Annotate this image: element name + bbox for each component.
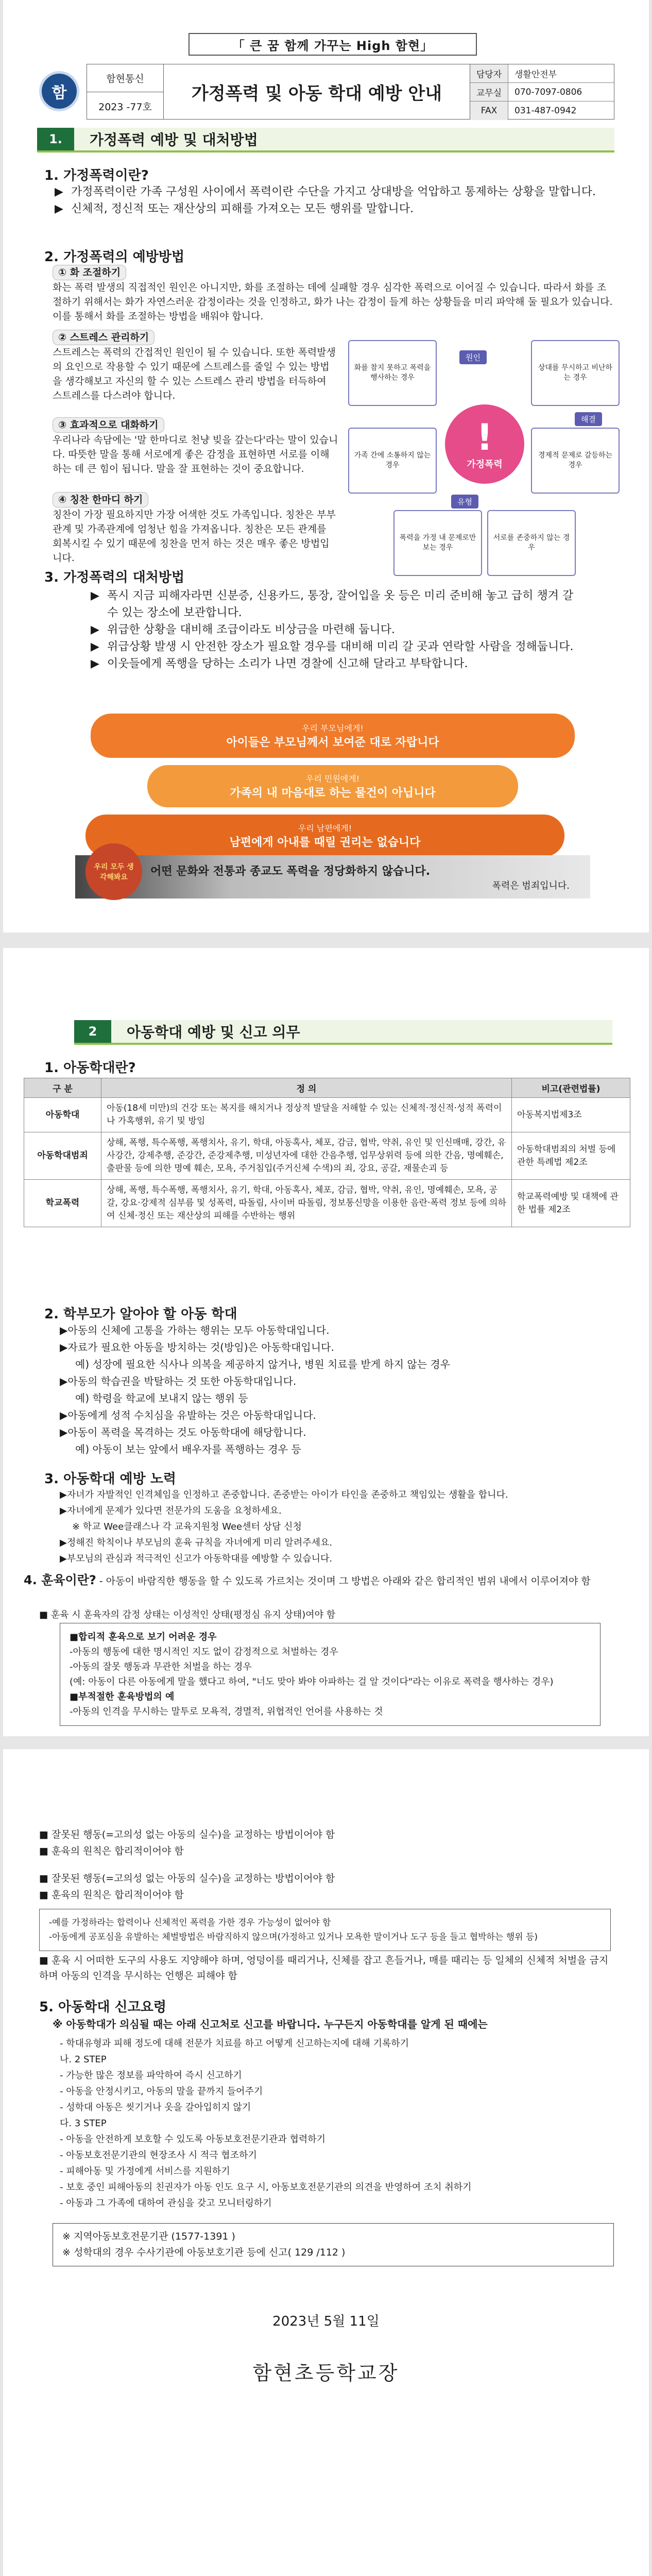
contact-value: 생활안전부 bbox=[514, 70, 557, 80]
school-emblem-icon: 함 bbox=[39, 71, 79, 111]
q4-block bbox=[24, 1572, 631, 1589]
list-item: - 가능한 많은 정보를 파악하여 즉시 신고하기 bbox=[60, 2070, 242, 2081]
violence-cycle-diagram bbox=[348, 340, 621, 582]
table-cell: 아동(18세 미만)의 건강 또는 복지를 해치거나 정상적 발달을 저해할 수 있는 신체적·정신적·성적 폭력이나 가혹행위, 유기 및 방임 bbox=[101, 1098, 512, 1132]
tip-4 bbox=[53, 492, 338, 565]
q3-list bbox=[91, 587, 585, 672]
q1-heading: 1. 아동학대란? bbox=[44, 1060, 136, 1076]
q2-list bbox=[60, 1322, 616, 1458]
cycle-tag: 해결 bbox=[575, 412, 602, 426]
table-row bbox=[24, 1098, 630, 1132]
list-item: ▶아동의 학습권을 박탈하는 것 또한 아동학대입니다. bbox=[60, 1375, 297, 1387]
newsletter-box bbox=[87, 64, 164, 120]
q4-heading: 4. 훈육이란? bbox=[24, 1573, 96, 1587]
tip-text: 화는 폭력 발생의 직접적인 원인은 아니지만, 화를 조절하는 데에 실패할 경우 심각한 폭력으로 이어질 수 있습니다. 따라서 화를 조절하기 위해서는 화가 자연스러운 감정이라는 것을 인정하고, 화가 나는 감정이 들게 하는 상황들을 미리 파악해 둘 필요가 있습니다. 이를 통해서 화를 조절하는 방법을 배워야 합니다. bbox=[53, 282, 613, 322]
list-item: - 피해아동 및 가정에게 서비스를 지원하기 bbox=[60, 2166, 230, 2177]
hotline-line: ※ 지역아동보호전문기관 (1577-1391 ) bbox=[62, 2231, 235, 2242]
section-number: 2 bbox=[74, 1020, 111, 1043]
list-item: - 보호 중인 피해아동의 친권자가 아동 인도 요구 시, 아동보호전문기관의 의견을 반영하여 조치 취하기 bbox=[60, 2182, 472, 2193]
list-item: 예) 성장에 필요한 식사나 의복을 제공하지 않거나, 병원 치료를 받게 하지 않는 경우 bbox=[75, 1358, 451, 1370]
table-row bbox=[24, 1132, 630, 1180]
list-item: - 아동보호전문기관의 현장조사 시 적극 협조하기 bbox=[60, 2150, 257, 2161]
q3-heading: 3. 가정폭력의 대처방법 bbox=[44, 570, 185, 585]
note-box bbox=[39, 1909, 611, 1951]
contact-key: FAX bbox=[470, 101, 508, 120]
list-item: ▶ 위급상황 발생 시 안전한 장소가 필요할 경우를 대비해 미리 갈 곳과 연락할 사람을 정해둡니다. bbox=[91, 640, 574, 653]
intro-line: ■ 훈육의 원칙은 합리적이어야 함 bbox=[39, 1889, 184, 1901]
campaign-stamp: 우리 모두 생각해봐요 bbox=[85, 843, 142, 900]
table-header: 정 의 bbox=[101, 1078, 512, 1098]
box-line: -아동의 잘못 행동과 무관한 처벌을 하는 경우 bbox=[70, 1662, 252, 1672]
cycle-center-label: 가정폭력 bbox=[467, 459, 503, 470]
tip-text: 스트레스는 폭력의 간접적인 원인이 될 수 있습니다. 또한 폭력발생의 요인으로 작용할 수 있기 때문에 스트레스를 줄일 수 있는 방법을 생각해보고 자신의 할 수 있는 스트레스 관리 방법을 터득하여 스트레스를 다스려야 합니다. bbox=[53, 347, 336, 401]
intro-line: ■ 훈육의 원칙은 합리적이어야 함 bbox=[39, 1845, 184, 1857]
list-item: ▶ 이웃들에게 폭행을 당하는 소리가 나면 경찰에 신고해 달라고 부탁합니다. bbox=[91, 657, 468, 670]
hotline-box bbox=[53, 2223, 614, 2266]
tip-3 bbox=[53, 417, 338, 476]
q5-heading: 5. 아동학대 신고요령 bbox=[39, 1999, 166, 2015]
table-cell: 아동학대범죄 bbox=[24, 1132, 101, 1180]
list-item: ▶ 가정폭력이란 가족 구성원 사이에서 폭력이란 수단을 가지고 상대방을 억압하고 통제하는 상황을 말합니다. bbox=[55, 185, 596, 198]
document-title: 가정폭력 및 아동 학대 예방 안내 bbox=[164, 64, 470, 120]
section-number: 1. bbox=[37, 128, 74, 150]
tip-1 bbox=[53, 265, 614, 324]
box-line: ■합리적 훈육으로 보기 어려운 경우 bbox=[70, 1632, 217, 1642]
box-line: -아동의 행동에 대한 명시적인 지도 없이 감정적으로 처벌하는 경우 bbox=[70, 1647, 338, 1657]
table-header: 구 분 bbox=[24, 1078, 101, 1098]
tip-heading: ④ 칭찬 한마디 하기 bbox=[53, 492, 148, 507]
list-item: ▶자녀가 자발적인 인격체임을 인정하고 존중합니다. 존중받는 아이가 타인을 존중하고 책임있는 생활을 합니다. bbox=[60, 1489, 508, 1500]
intro-line: ■ 잘못된 행동(=고의성 없는 아동의 실수)을 교정하는 방법이어야 함 bbox=[39, 1873, 335, 1884]
table-header: 비고(관련법률) bbox=[512, 1078, 630, 1098]
contact-value: 031-487-0942 bbox=[514, 106, 577, 116]
cycle-node: 상대를 무시하고 비난하는 경우 bbox=[531, 340, 620, 406]
footer-banner-sub: 폭력은 범죄입니다. bbox=[492, 880, 570, 891]
page-1 bbox=[3, 0, 649, 933]
cycle-node: 화를 참지 못하고 폭력을 행사하는 경우 bbox=[348, 340, 437, 406]
list-item: ▶ 신체적, 정신적 또는 재산상의 피해를 가져오는 모든 행위를 말합니다. bbox=[55, 202, 414, 215]
table-cell: 학교폭력예방 및 대책에 관한 법률 제2조 bbox=[512, 1180, 630, 1227]
campaign-banners bbox=[85, 714, 580, 878]
section-title: 가정폭력 예방 및 대처방법 bbox=[74, 128, 614, 150]
list-item: - 아동과 그 가족에 대하여 관심을 갖고 모니터링하기 bbox=[60, 2198, 272, 2209]
tip-text: 우리나라 속담에는 '말 한마디로 천냥 빚을 갚는다'라는 말이 있습니다. 따뜻한 말을 통해 서로에게 좋은 감정을 표현하면 서로를 이해하는 데 큰 힘이 됩니다. 말을 잘 표현하는 것이 중요합니다. bbox=[53, 434, 338, 474]
q3-heading: 3. 아동학대 예방 노력 bbox=[44, 1471, 177, 1487]
list-item: ▶아동에게 성적 수치심을 유발하는 것은 아동학대입니다. bbox=[60, 1409, 316, 1421]
issue-date: 2023년 5월 11일 bbox=[272, 2314, 380, 2329]
box-line: ■부적절한 훈육방법의 예 bbox=[70, 1691, 175, 1702]
definition-table bbox=[24, 1078, 630, 1227]
section-title: 아동학대 예방 및 신고 의무 bbox=[111, 1020, 612, 1043]
footer-banner bbox=[75, 855, 590, 899]
hotline-line: ※ 성학대의 경우 수사기관에 아동보호기관 등에 신고( 129 /112 ) bbox=[62, 2247, 346, 2258]
table-row bbox=[24, 1180, 630, 1227]
list-item: 예) 학령을 학교에 보내지 않는 행위 등 bbox=[75, 1392, 248, 1404]
tip-heading: ② 스트레스 관리하기 bbox=[53, 330, 155, 345]
list-item: - 아동을 안전하게 보호할 수 있도록 아동보호전문기관과 협력하기 bbox=[60, 2134, 326, 2145]
box-line: -아동의 인격을 무시하는 말투로 모욕적, 경멸적, 위협적인 언어를 사용하는 것 bbox=[70, 1706, 383, 1717]
table-cell: 상해, 폭행, 특수폭행, 폭행치사, 유기, 학대, 아동혹사, 체포, 감금, 협박, 약취, 유인, 명예훼손, 모욕, 공갈, 강요·강제적 심부름 및 성폭력, 따돌림, 사이버 따돌림, 정보통신망을 이용한 음란·폭력 정보 등에 의하여 신체·정신 또는 재산상의 피해를 수반하는 행위 bbox=[101, 1180, 512, 1227]
section-2-header bbox=[74, 1020, 612, 1045]
tip-text: 칭찬이 가장 필요하지만 가장 어색한 것도 가족입니다. 칭찬은 부부관계 및 가족관계에 엄청난 힘을 가져옵니다. 칭찬은 모든 관계를 회복시킬 수 있기 때문에 칭찬을 먼저 하는 것은 매우 좋은 방법입니다. bbox=[53, 509, 336, 564]
list-item: 다. 3 STEP bbox=[60, 2118, 107, 2129]
list-item: 나. 2 STEP bbox=[60, 2054, 107, 2065]
table-cell: 학교폭력 bbox=[24, 1180, 101, 1227]
cycle-tag: 원인 bbox=[459, 350, 487, 364]
list-item: ▶아동이 폭력을 목격하는 것도 아동학대에 해당합니다. bbox=[60, 1426, 306, 1438]
intro-lines bbox=[39, 1826, 335, 1859]
footer-banner-text: 어떤 문화와 전통과 종교도 폭력을 정당화하지 않습니다. bbox=[150, 865, 431, 878]
cycle-tag: 유형 bbox=[451, 495, 478, 509]
page-2 bbox=[3, 948, 649, 1736]
cycle-center bbox=[445, 404, 524, 484]
signer: 함현초등학교장 bbox=[252, 2362, 400, 2384]
contact-box bbox=[470, 64, 614, 120]
table-cell: 아동학대 bbox=[24, 1098, 101, 1132]
exclamation-icon: ! bbox=[476, 416, 493, 459]
list-item: ▶정해진 학칙이나 부모님의 훈육 규칙을 자녀에게 미리 알려주세요. bbox=[60, 1537, 333, 1548]
q1-list bbox=[55, 183, 611, 217]
cycle-node: 서로를 존중하지 않는 경우 bbox=[487, 510, 576, 576]
intro-lines-2 bbox=[39, 1870, 335, 1903]
list-item: ▶자녀에게 문제가 있다면 전문가의 도움을 요청하세요. bbox=[60, 1505, 282, 1516]
banner-husband: 우리 남편에게! 남편에게 아내를 때릴 권리는 없습니다 bbox=[85, 815, 564, 857]
list-item: ▶ 위급한 상황을 대비해 조급이라도 비상금을 마련해 둡니다. bbox=[91, 623, 396, 636]
issue-number: 2023 -77호 bbox=[98, 101, 152, 113]
tool-warning: ■ 훈육 시 어떠한 도구의 사용도 지양해야 하며, 엉덩이를 때리거나, 신체를 잡고 흔들거나, 매를 때리는 등 일체의 신체적 처벌을 금지하며 아동의 인격을 무시하는 언행은 피해야 함 bbox=[39, 1955, 609, 1981]
contact-key: 교무실 bbox=[470, 83, 508, 101]
list-item: ▶자료가 필요한 아동을 방치하는 것(방임)은 아동학대입니다. bbox=[60, 1341, 334, 1353]
cycle-node: 폭력을 가정 내 문제로만 보는 경우 bbox=[393, 510, 482, 576]
list-item: ▶ 폭시 지금 피해자라면 신분증, 신용카드, 통장, 잘어입을 옷 등은 미리 준비해 놓고 급히 챙겨 갈 수 있는 장소에 보관합니다. bbox=[91, 589, 574, 619]
banner-parents: 우리 부모님에게! 아이들은 부모님께서 보여준 대로 자랍니다 bbox=[91, 714, 575, 758]
newsletter-name: 함현통신 bbox=[87, 64, 163, 92]
list-item: 예) 아동이 보는 앞에서 배우자를 폭행하는 경우 등 bbox=[75, 1443, 301, 1455]
note-line: -아동에게 공포심을 유발하는 체벌방법은 바람직하지 않으며(가정하고 있거나 모욕한 말이거나 도구 등을 들고 협박하는 행위 등) bbox=[49, 1932, 538, 1942]
list-item: ▶부모님의 관심과 적극적인 신고가 아동학대를 예방할 수 있습니다. bbox=[60, 1553, 333, 1564]
banner-family: 우리 민원에게! 가족의 내 마음대로 하는 물건이 아닙니다 bbox=[147, 765, 518, 807]
q4-text: - 아동이 바람직한 행동을 할 수 있도록 가르치는 것이며 그 방법은 아래와 같은 합리적인 범위 내에서 이루어져야 함 bbox=[99, 1575, 591, 1587]
q2-heading: 2. 학부모가 알아야 할 아동 학대 bbox=[44, 1307, 237, 1322]
list-item: - 아동을 안정시키고, 아동의 말을 끝까지 들어주기 bbox=[60, 2086, 263, 2097]
q4-box bbox=[60, 1623, 600, 1726]
q1-heading: 1. 가정폭력이란? bbox=[44, 168, 149, 183]
intro-line: ■ 잘못된 행동(=고의성 없는 아동의 실수)을 교정하는 방법이어야 함 bbox=[39, 1829, 335, 1840]
note-line: -예를 가정하라는 합력이나 신체적인 폭력을 가한 경우 가능성이 없어야 함 bbox=[49, 1918, 331, 1928]
box-line: (예: 아동이 다른 아동에게 말을 했다고 하여, "너도 맞아 봐야 아파하는 걸 알 것이다"라는 이유로 폭력을 행사하는 경우) bbox=[70, 1676, 554, 1687]
page-3 bbox=[3, 1749, 649, 2576]
q5-lead: ※ 아동학대가 의심될 때는 아래 신고처로 신고를 바랍니다. 누구든지 아동학대를 알게 된 때에는 bbox=[53, 2018, 488, 2030]
cycle-node: 경제적 문제로 갈등하는 경우 bbox=[531, 428, 620, 494]
table-cell: 아동복지법제3조 bbox=[512, 1098, 630, 1132]
q2-heading: 2. 가정폭력의 예방방법 bbox=[44, 249, 185, 265]
definition-table-wrap bbox=[24, 1078, 630, 1227]
section-1-header bbox=[37, 128, 614, 152]
tip-heading: ① 화 조절하기 bbox=[53, 265, 126, 280]
list-item: ▶아동의 신체에 고통을 가하는 행위는 모두 아동학대입니다. bbox=[60, 1324, 330, 1336]
q5-list bbox=[60, 2036, 616, 2211]
q4-sub: ■ 훈육 시 훈육자의 감정 상태는 이성적인 상태(평정심 유지 상태)여야 함 bbox=[39, 1609, 336, 1620]
table-cell: 상해, 폭행, 특수폭행, 폭행치사, 유기, 학대, 아동혹사, 체포, 감금, 협박, 약취, 유인 및 인신매매, 강간, 유사강간, 강제추행, 준강간, 준강제추행, 미성년자에 대한 간음추행, 업무상위력 등에 의한 간음, 명예훼손, 출판물 등에 의한 명예 훼손, 모욕, 주거침입(주거신체 수색)의 죄, 강요, 공갈, 재물손괴 등 bbox=[101, 1132, 512, 1180]
list-item: ※ 학교 Wee클래스나 각 교육지원청 Wee센터 상담 신청 bbox=[72, 1521, 302, 1532]
school-motto: 「 큰 꿈 함께 가꾸는 High 함현」 bbox=[188, 33, 477, 56]
list-item: - 성학대 아동은 씻기거나 옷을 갈아입히지 않기 bbox=[60, 2102, 251, 2113]
tip-heading: ③ 효과적으로 대화하기 bbox=[53, 417, 164, 433]
tip-2 bbox=[53, 330, 338, 403]
q3-list bbox=[60, 1487, 626, 1567]
contact-value: 070-7097-0806 bbox=[514, 87, 582, 97]
list-item: - 학대유형과 피해 정도에 대해 전문가 치료를 하고 어떻게 신고하는지에 대해 기록하기 bbox=[60, 2038, 409, 2049]
contact-key: 담당자 bbox=[470, 64, 508, 82]
cycle-node: 가족 간에 소통하지 않는 경우 bbox=[348, 428, 437, 494]
table-cell: 아동학대범죄의 처벌 등에 관한 특례법 제2조 bbox=[512, 1132, 630, 1180]
